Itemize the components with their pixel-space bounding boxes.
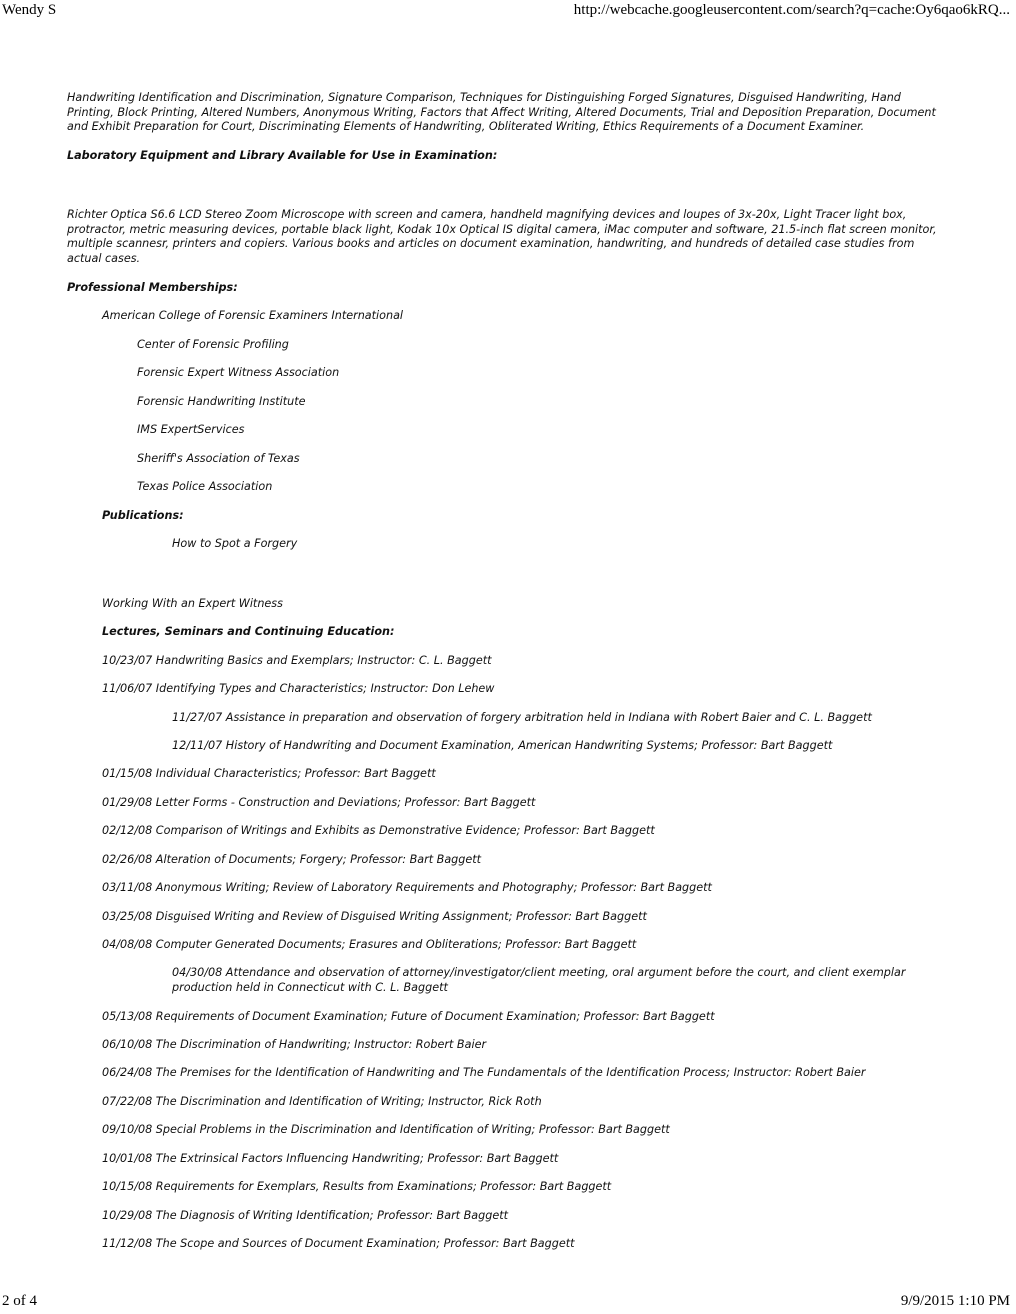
page-number: 2 of 4 [2,1293,37,1309]
lecture-entry: 03/11/08 Anonymous Writing; Review of Laboratory Requirements and Photography; Professor: Bart Baggett [102,881,712,894]
lecture-entry: 10/29/08 The Diagnosis of Writing Identification; Professor: Bart Baggett [102,1209,509,1222]
lecture-entry: 11/06/07 Identifying Types and Characteristics; Instructor: Don Lehew [102,682,495,695]
header-author: Wendy S [2,2,57,18]
memberships-heading: Professional Memberships: [67,281,238,294]
lecture-entry: 07/22/08 The Discrimination and Identification of Writing; Instructor, Rick Roth [102,1095,542,1108]
lecture-entry: 09/10/08 Special Problems in the Discrimination and Identification of Writing; Professor: Bart Baggett [102,1123,670,1136]
membership-item: American College of Forensic Examiners International [102,309,404,322]
membership-item: Forensic Handwriting Institute [137,395,306,408]
membership-item: Center of Forensic Profiling [137,338,289,351]
membership-item: Texas Police Association [137,480,273,493]
lecture-entry: 11/12/08 The Scope and Sources of Document Examination; Professor: Bart Baggett [102,1237,575,1250]
lecture-entry: 12/11/07 History of Handwriting and Document Examination, American Handwriting Systems; Professor: Bart Baggett [172,739,833,752]
publications-heading: Publications: [102,509,184,522]
lecture-entry: 04/30/08 Attendance and observation of attorney/investigator/client meeting, oral argument before the court, and client exemplar production held in Connecticut with C. L. Baggett [172,966,906,994]
lecture-entry: 11/27/07 Assistance in preparation and observation of forgery arbitration held in Indiana with Robert Baier and C. L. Baggett [172,711,872,724]
lecture-entry: 01/29/08 Letter Forms - Construction and Deviations; Professor: Bart Baggett [102,796,536,809]
lecture-entry: 06/10/08 The Discrimination of Handwriting; Instructor: Robert Baier [102,1038,487,1051]
lecture-entry: 04/08/08 Computer Generated Documents; Erasures and Obliterations; Professor: Bart Baggett [102,938,637,951]
lecture-entry: 01/15/08 Individual Characteristics; Professor: Bart Baggett [102,767,436,780]
lab-equipment-heading: Laboratory Equipment and Library Available for Use in Examination: [67,149,498,162]
lectures-heading: Lectures, Seminars and Continuing Education: [102,625,395,638]
membership-item: IMS ExpertServices [137,423,245,436]
lecture-entry: 10/23/07 Handwriting Basics and Exemplars; Instructor: C. L. Baggett [102,654,492,667]
publication-item: Working With an Expert Witness [102,597,283,610]
lecture-entry: 10/15/08 Requirements for Exemplars, Results from Examinations; Professor: Bart Baggett [102,1180,612,1193]
lecture-entry: 02/12/08 Comparison of Writings and Exhibits as Demonstrative Evidence; Professor: Bart Baggett [102,824,655,837]
lecture-entry: 05/13/08 Requirements of Document Examination; Future of Document Examination; Professor: Bart Baggett [102,1010,715,1023]
lab-equipment-text: Richter Optica S6.6 LCD Stereo Zoom Microscope with screen and camera, handheld magnifying devices and loupes of 3x-20x, Light Tracer light box, protractor, metric measuring devices, portable black light, Kodak 10x Optical IS digital camera, iMac computer and software, 21.5-inch flat screen monitor, multiple scannesr, printers and copiers. Various books and articles on document examination, handwriting, and hundreds of detailed case studies from actual cases. [67,208,937,265]
header-url: http://webcache.googleusercontent.com/search?q=cache:Oy6qao6kRQ... [573,2,1010,18]
lecture-entry: 06/24/08 The Premises for the Identification of Handwriting and The Fundamentals of the Identification Process; Instructor: Robert Baier [102,1066,866,1079]
lecture-entry: 10/01/08 The Extrinsical Factors Influencing Handwriting; Professor: Bart Baggett [102,1152,559,1165]
lecture-entry: 03/25/08 Disguised Writing and Review of Disguised Writing Assignment; Professor: Bart Baggett [102,910,647,923]
membership-item: Sheriff's Association of Texas [137,452,300,465]
publication-item: How to Spot a Forgery [172,537,298,550]
lecture-entry: 02/26/08 Alteration of Documents; Forgery; Professor: Bart Baggett [102,853,482,866]
membership-item: Forensic Expert Witness Association [137,366,340,379]
intro-paragraph: Handwriting Identification and Discrimination, Signature Comparison, Techniques for Distinguishing Forged Signatures, Disguised Handwriting, Hand Printing, Block Printing, Altered Numbers, Anonymous Writing, Factors that Affect Writing, Altered Documents, Trial and Deposition Preparation, Document and Exhibit Preparation for Court, Discriminating Elements of Handwriting, Obliterated Writing, Ethics Requirements of a Document Examiner. [67,91,936,133]
print-timestamp: 9/9/2015 1:10 PM [900,1293,1010,1309]
